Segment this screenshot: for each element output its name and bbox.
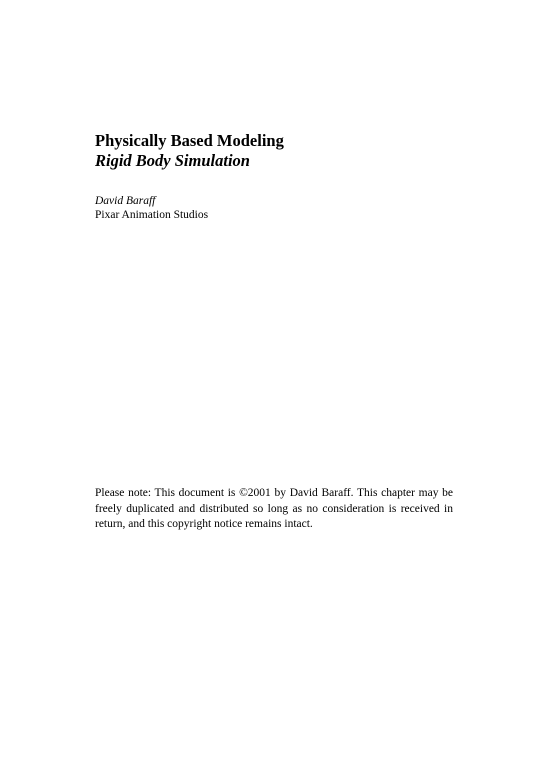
document-title: Physically Based Modeling [95, 131, 284, 150]
document-subtitle: Rigid Body Simulation [95, 151, 250, 170]
author-affiliation: Pixar Animation Studios [95, 209, 209, 221]
author-name: David Baraff [95, 195, 156, 207]
title-block [95, 131, 475, 171]
author-block [95, 194, 475, 222]
copyright-note: Please note: This document is ©2001 by David Baraff. This chapter may be freely duplicated and distributed so long as no consideration is received in return, and this copyright notice remains intact. [95, 487, 453, 530]
